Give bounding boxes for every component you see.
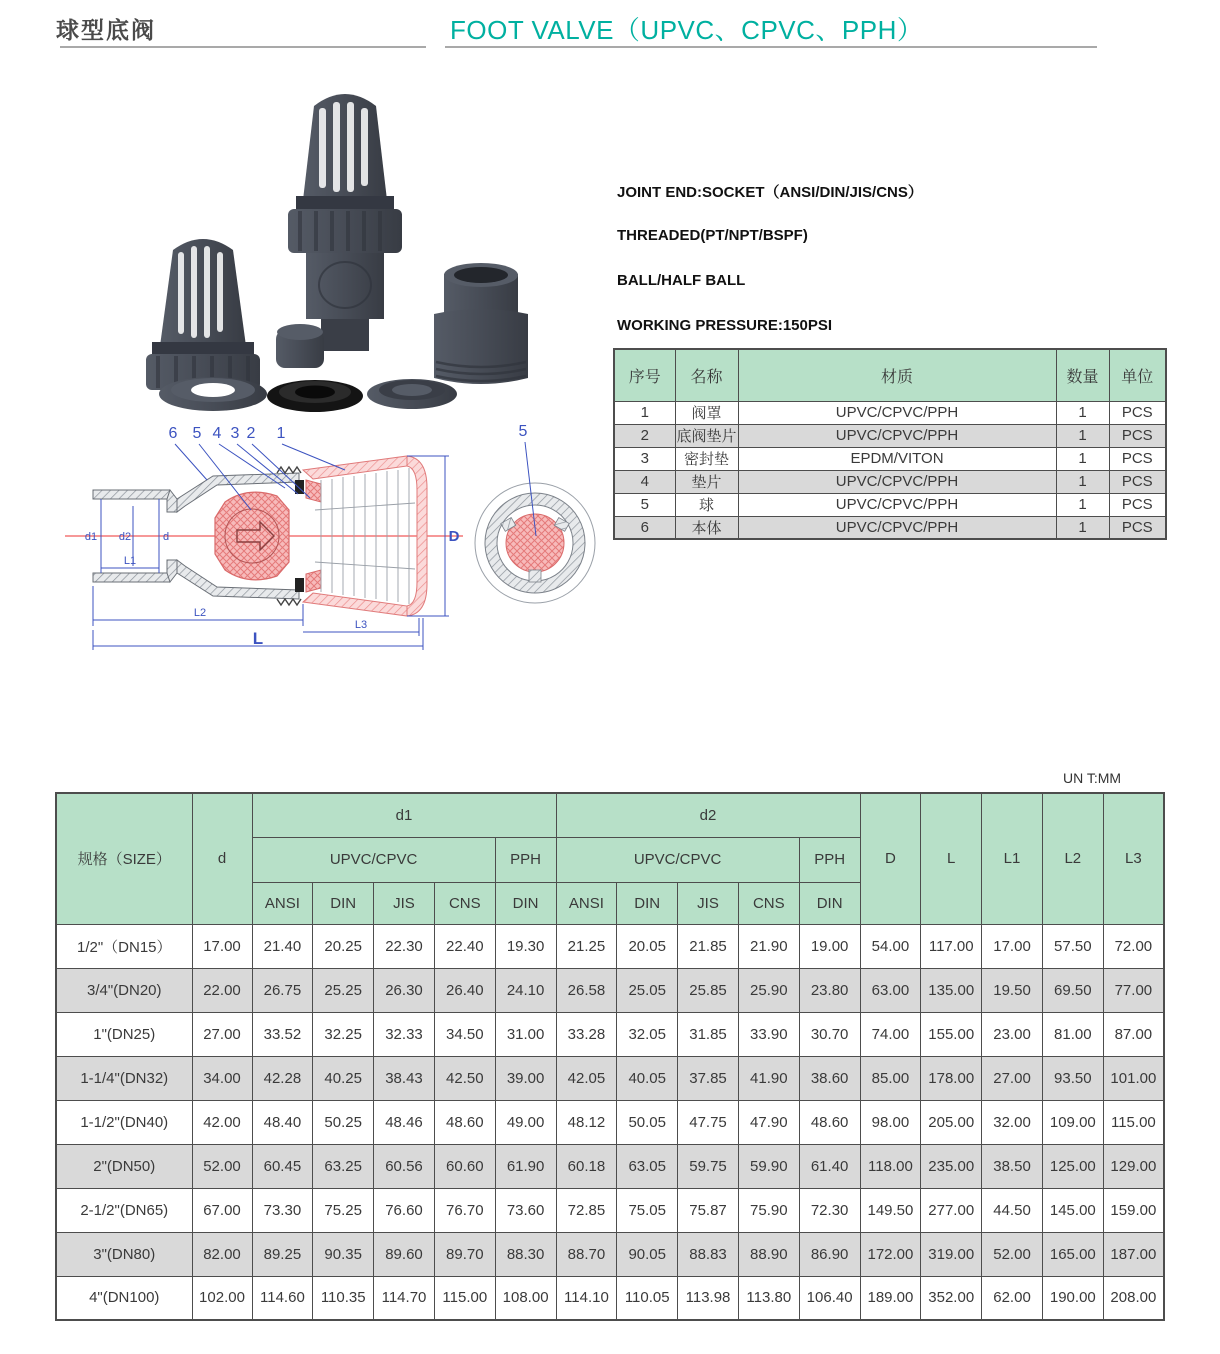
photo-socket-fitting: [434, 263, 528, 384]
value-cell: 24.10: [495, 968, 556, 1012]
parts-table-cell: 底阀垫片: [675, 424, 738, 447]
dim-col-D: D: [860, 793, 921, 924]
photo-valve-large: [288, 94, 402, 351]
dim-L: L: [252, 629, 264, 648]
parts-table-cell: PCS: [1109, 516, 1166, 539]
value-cell: 90.35: [313, 1232, 374, 1276]
dim-group-d2: d2: [556, 793, 860, 837]
dim-d2-upvc-cpvc: UPVC/CPVC: [556, 837, 799, 882]
value-cell: 26.75: [252, 968, 313, 1012]
parts-table-cell: 3: [614, 447, 675, 470]
dim-d1-ansi: ANSI: [252, 882, 313, 924]
parts-col-unit: 单位: [1109, 349, 1166, 401]
value-cell: 59.75: [678, 1144, 739, 1188]
dimension-table-row: [56, 1276, 1164, 1320]
photo-cap: [276, 324, 324, 368]
parts-table-cell: 1: [1056, 470, 1109, 493]
value-cell: 114.60: [252, 1276, 313, 1320]
parts-table-cell: 球: [675, 493, 738, 516]
value-cell: 69.50: [1042, 968, 1103, 1012]
dimension-table: [55, 792, 1165, 1321]
value-cell: 75.25: [313, 1188, 374, 1232]
value-cell: 40.25: [313, 1056, 374, 1100]
value-cell: 31.85: [678, 1012, 739, 1056]
value-cell: 26.30: [374, 968, 435, 1012]
size-cell: 1/2"（DN15）: [56, 924, 192, 968]
value-cell: 205.00: [921, 1100, 982, 1144]
value-cell: 109.00: [1042, 1100, 1103, 1144]
parts-table-cell: UPVC/CPVC/PPH: [738, 493, 1056, 516]
parts-table-row: [614, 493, 1166, 516]
parts-table-cell: 1: [1056, 424, 1109, 447]
value-cell: 87.00: [1103, 1012, 1164, 1056]
size-cell: 1"(DN25): [56, 1012, 192, 1056]
value-cell: 42.28: [252, 1056, 313, 1100]
value-cell: 129.00: [1103, 1144, 1164, 1188]
parts-table-row: [614, 470, 1166, 493]
dim-col-d: d: [192, 793, 252, 924]
end-view-callout-5: 5: [518, 423, 528, 440]
value-cell: 21.25: [556, 924, 617, 968]
parts-table-header-row: [614, 349, 1166, 401]
value-cell: 90.05: [617, 1232, 678, 1276]
value-cell: 62.00: [982, 1276, 1043, 1320]
parts-table-cell: 1: [1056, 493, 1109, 516]
spec-ball: BALL/HALF BALL: [617, 272, 746, 289]
parts-col-name: 名称: [675, 349, 738, 401]
value-cell: 106.40: [799, 1276, 860, 1320]
parts-table-cell: PCS: [1109, 424, 1166, 447]
parts-table-cell: PCS: [1109, 470, 1166, 493]
dimension-table-row: [56, 1232, 1164, 1276]
dim-d1: d1: [84, 531, 98, 543]
parts-col-material: 材质: [738, 349, 1056, 401]
dimension-table-row: [56, 1188, 1164, 1232]
value-cell: 60.60: [434, 1144, 495, 1188]
value-cell: 49.00: [495, 1100, 556, 1144]
value-cell: 27.00: [192, 1012, 252, 1056]
parts-col-qty: 数量: [1056, 349, 1109, 401]
value-cell: 61.40: [799, 1144, 860, 1188]
dim-d2-din: DIN: [617, 882, 678, 924]
value-cell: 54.00: [860, 924, 921, 968]
size-cell: 1-1/2"(DN40): [56, 1100, 192, 1144]
callout-1: 1: [276, 425, 286, 442]
parts-table-row: [614, 401, 1166, 424]
value-cell: 31.00: [495, 1012, 556, 1056]
value-cell: 72.85: [556, 1188, 617, 1232]
dim-d2-pph: PPH: [799, 837, 860, 882]
value-cell: 172.00: [860, 1232, 921, 1276]
value-cell: 60.56: [374, 1144, 435, 1188]
value-cell: 117.00: [921, 924, 982, 968]
value-cell: 98.00: [860, 1100, 921, 1144]
value-cell: 77.00: [1103, 968, 1164, 1012]
value-cell: 81.00: [1042, 1012, 1103, 1056]
dim-L1: L1: [123, 555, 137, 567]
callout-4: 4: [212, 425, 222, 442]
value-cell: 32.00: [982, 1100, 1043, 1144]
value-cell: 21.90: [738, 924, 799, 968]
parts-table-cell: PCS: [1109, 493, 1166, 516]
value-cell: 34.00: [192, 1056, 252, 1100]
value-cell: 76.70: [434, 1188, 495, 1232]
value-cell: 113.98: [678, 1276, 739, 1320]
value-cell: 32.25: [313, 1012, 374, 1056]
value-cell: 319.00: [921, 1232, 982, 1276]
dim-d: d: [162, 531, 170, 543]
value-cell: 67.00: [192, 1188, 252, 1232]
dim-col-L3: L3: [1103, 793, 1164, 924]
value-cell: 88.83: [678, 1232, 739, 1276]
page-title-chinese: 球型底阀: [56, 17, 156, 43]
header-divider-left: [60, 46, 426, 48]
drawing-ball: [215, 492, 289, 580]
value-cell: 50.05: [617, 1100, 678, 1144]
value-cell: 32.33: [374, 1012, 435, 1056]
value-cell: 125.00: [1042, 1144, 1103, 1188]
value-cell: 190.00: [1042, 1276, 1103, 1320]
value-cell: 26.40: [434, 968, 495, 1012]
value-cell: 75.87: [678, 1188, 739, 1232]
value-cell: 42.00: [192, 1100, 252, 1144]
value-cell: 38.60: [799, 1056, 860, 1100]
value-cell: 42.05: [556, 1056, 617, 1100]
value-cell: 42.50: [434, 1056, 495, 1100]
dimension-table-row: [56, 1012, 1164, 1056]
value-cell: 113.80: [738, 1276, 799, 1320]
parts-table-cell: 2: [614, 424, 675, 447]
value-cell: 102.00: [192, 1276, 252, 1320]
value-cell: 59.90: [738, 1144, 799, 1188]
dim-header-row-1: [56, 793, 1164, 837]
value-cell: 17.00: [982, 924, 1043, 968]
value-cell: 89.70: [434, 1232, 495, 1276]
dim-d1-jis: JIS: [374, 882, 435, 924]
value-cell: 115.00: [434, 1276, 495, 1320]
value-cell: 352.00: [921, 1276, 982, 1320]
value-cell: 178.00: [921, 1056, 982, 1100]
size-cell: 2"(DN50): [56, 1144, 192, 1188]
parts-col-no: 序号: [614, 349, 675, 401]
dim-d1-upvc-cpvc: UPVC/CPVC: [252, 837, 495, 882]
dim-d2-cns: CNS: [738, 882, 799, 924]
value-cell: 88.70: [556, 1232, 617, 1276]
value-cell: 38.43: [374, 1056, 435, 1100]
value-cell: 48.46: [374, 1100, 435, 1144]
parts-table-cell: UPVC/CPVC/PPH: [738, 424, 1056, 447]
parts-table-cell: 1: [1056, 401, 1109, 424]
value-cell: 189.00: [860, 1276, 921, 1320]
parts-table-cell: 5: [614, 493, 675, 516]
parts-table-cell: UPVC/CPVC/PPH: [738, 401, 1056, 424]
dim-col-size: 规格（SIZE）: [56, 793, 192, 924]
value-cell: 39.00: [495, 1056, 556, 1100]
value-cell: 135.00: [921, 968, 982, 1012]
value-cell: 277.00: [921, 1188, 982, 1232]
value-cell: 110.35: [313, 1276, 374, 1320]
value-cell: 47.90: [738, 1100, 799, 1144]
value-cell: 20.05: [617, 924, 678, 968]
dimension-table-row: [56, 968, 1164, 1012]
dim-col-L2: L2: [1042, 793, 1103, 924]
value-cell: 89.60: [374, 1232, 435, 1276]
value-cell: 60.45: [252, 1144, 313, 1188]
value-cell: 165.00: [1042, 1232, 1103, 1276]
value-cell: 63.00: [860, 968, 921, 1012]
spec-threaded: THREADED(PT/NPT/BSPF): [617, 227, 808, 244]
value-cell: 75.90: [738, 1188, 799, 1232]
value-cell: 48.60: [799, 1100, 860, 1144]
value-cell: 50.25: [313, 1100, 374, 1144]
value-cell: 22.30: [374, 924, 435, 968]
value-cell: 187.00: [1103, 1232, 1164, 1276]
value-cell: 47.75: [678, 1100, 739, 1144]
value-cell: 75.05: [617, 1188, 678, 1232]
value-cell: 33.52: [252, 1012, 313, 1056]
value-cell: 114.70: [374, 1276, 435, 1320]
size-cell: 1-1/4"(DN32): [56, 1056, 192, 1100]
value-cell: 208.00: [1103, 1276, 1164, 1320]
page-title-english: FOOT VALVE（UPVC、CPVC、PPH）: [450, 15, 924, 45]
drawing-end-view: [475, 423, 595, 603]
value-cell: 60.18: [556, 1144, 617, 1188]
parts-table-row: [614, 424, 1166, 447]
dimension-table-row: [56, 924, 1164, 968]
value-cell: 21.85: [678, 924, 739, 968]
value-cell: 19.00: [799, 924, 860, 968]
value-cell: 20.25: [313, 924, 374, 968]
callout-5: 5: [192, 425, 202, 442]
value-cell: 159.00: [1103, 1188, 1164, 1232]
value-cell: 33.90: [738, 1012, 799, 1056]
dim-d2: d2: [118, 531, 132, 543]
size-cell: 3/4"(DN20): [56, 968, 192, 1012]
size-cell: 2-1/2"(DN65): [56, 1188, 192, 1232]
value-cell: 41.90: [738, 1056, 799, 1100]
value-cell: 149.50: [860, 1188, 921, 1232]
value-cell: 22.00: [192, 968, 252, 1012]
dim-D: D: [448, 528, 460, 545]
value-cell: 26.58: [556, 968, 617, 1012]
value-cell: 23.00: [982, 1012, 1043, 1056]
value-cell: 235.00: [921, 1144, 982, 1188]
value-cell: 48.40: [252, 1100, 313, 1144]
value-cell: 93.50: [1042, 1056, 1103, 1100]
spec-pressure: WORKING PRESSURE:150PSI: [617, 317, 833, 334]
value-cell: 63.05: [617, 1144, 678, 1188]
value-cell: 82.00: [192, 1232, 252, 1276]
value-cell: 44.50: [982, 1188, 1043, 1232]
photo-gaskets: [159, 377, 457, 412]
parts-table-cell: 阀罩: [675, 401, 738, 424]
dim-col-L: L: [921, 793, 982, 924]
parts-table-cell: 密封垫: [675, 447, 738, 470]
dimension-table-row: [56, 1144, 1164, 1188]
value-cell: 101.00: [1103, 1056, 1164, 1100]
parts-table-row: [614, 447, 1166, 470]
value-cell: 21.40: [252, 924, 313, 968]
value-cell: 61.90: [495, 1144, 556, 1188]
parts-table-row: [614, 516, 1166, 539]
value-cell: 25.85: [678, 968, 739, 1012]
photo-valve-small: [146, 239, 260, 390]
value-cell: 33.28: [556, 1012, 617, 1056]
header-divider-right: [445, 46, 1097, 48]
parts-table-cell: 1: [614, 401, 675, 424]
parts-table-cell: 6: [614, 516, 675, 539]
dim-d1-pph: PPH: [495, 837, 556, 882]
dim-group-d1: d1: [252, 793, 556, 837]
value-cell: 89.25: [252, 1232, 313, 1276]
parts-table-cell: UPVC/CPVC/PPH: [738, 516, 1056, 539]
dim-L2: L2: [193, 607, 207, 619]
parts-table-cell: 1: [1056, 447, 1109, 470]
parts-table-cell: UPVC/CPVC/PPH: [738, 470, 1056, 493]
value-cell: 22.40: [434, 924, 495, 968]
dim-d2-ansi: ANSI: [556, 882, 617, 924]
value-cell: 25.05: [617, 968, 678, 1012]
dimension-table-row: [56, 1100, 1164, 1144]
value-cell: 155.00: [921, 1012, 982, 1056]
parts-table-cell: PCS: [1109, 401, 1166, 424]
parts-table: [613, 348, 1167, 540]
value-cell: 32.05: [617, 1012, 678, 1056]
callout-6: 6: [168, 425, 178, 442]
parts-table-cell: 1: [1056, 516, 1109, 539]
value-cell: 145.00: [1042, 1188, 1103, 1232]
value-cell: 52.00: [982, 1232, 1043, 1276]
value-cell: 72.30: [799, 1188, 860, 1232]
size-cell: 4"(DN100): [56, 1276, 192, 1320]
value-cell: 23.80: [799, 968, 860, 1012]
value-cell: 57.50: [1042, 924, 1103, 968]
value-cell: 86.90: [799, 1232, 860, 1276]
drawing-callouts: [169, 425, 286, 442]
value-cell: 73.60: [495, 1188, 556, 1232]
value-cell: 72.00: [1103, 924, 1164, 968]
value-cell: 88.30: [495, 1232, 556, 1276]
parts-table-cell: 本体: [675, 516, 738, 539]
dim-d1-pph-din: DIN: [495, 882, 556, 924]
dim-d2-jis: JIS: [678, 882, 739, 924]
value-cell: 73.30: [252, 1188, 313, 1232]
value-cell: 27.00: [982, 1056, 1043, 1100]
value-cell: 110.05: [617, 1276, 678, 1320]
value-cell: 52.00: [192, 1144, 252, 1188]
size-cell: 3"(DN80): [56, 1232, 192, 1276]
dim-col-L1: L1: [982, 793, 1043, 924]
technical-drawing: [55, 418, 615, 656]
callout-2: 2: [246, 425, 256, 442]
callout-3: 3: [230, 425, 240, 442]
value-cell: 30.70: [799, 1012, 860, 1056]
parts-table-cell: 垫片: [675, 470, 738, 493]
value-cell: 17.00: [192, 924, 252, 968]
value-cell: 48.60: [434, 1100, 495, 1144]
value-cell: 115.00: [1103, 1100, 1164, 1144]
value-cell: 85.00: [860, 1056, 921, 1100]
value-cell: 25.25: [313, 968, 374, 1012]
dim-d1-din: DIN: [313, 882, 374, 924]
value-cell: 108.00: [495, 1276, 556, 1320]
value-cell: 40.05: [617, 1056, 678, 1100]
dim-d2-pph-din: DIN: [799, 882, 860, 924]
value-cell: 48.12: [556, 1100, 617, 1144]
value-cell: 19.50: [982, 968, 1043, 1012]
value-cell: 34.50: [434, 1012, 495, 1056]
value-cell: 19.30: [495, 924, 556, 968]
value-cell: 118.00: [860, 1144, 921, 1188]
value-cell: 25.90: [738, 968, 799, 1012]
product-photo: [100, 78, 600, 418]
spec-joint-end: JOINT END:SOCKET（ANSI/DIN/JIS/CNS）: [617, 184, 923, 201]
unit-note: UN T:MM: [1063, 770, 1122, 786]
dimension-table-row: [56, 1056, 1164, 1100]
parts-table-cell: EPDM/VITON: [738, 447, 1056, 470]
dim-d1-cns: CNS: [434, 882, 495, 924]
value-cell: 88.90: [738, 1232, 799, 1276]
value-cell: 74.00: [860, 1012, 921, 1056]
dim-L3: L3: [354, 619, 368, 631]
parts-table-cell: PCS: [1109, 447, 1166, 470]
value-cell: 63.25: [313, 1144, 374, 1188]
value-cell: 38.50: [982, 1144, 1043, 1188]
parts-table-cell: 4: [614, 470, 675, 493]
value-cell: 114.10: [556, 1276, 617, 1320]
value-cell: 37.85: [678, 1056, 739, 1100]
value-cell: 76.60: [374, 1188, 435, 1232]
